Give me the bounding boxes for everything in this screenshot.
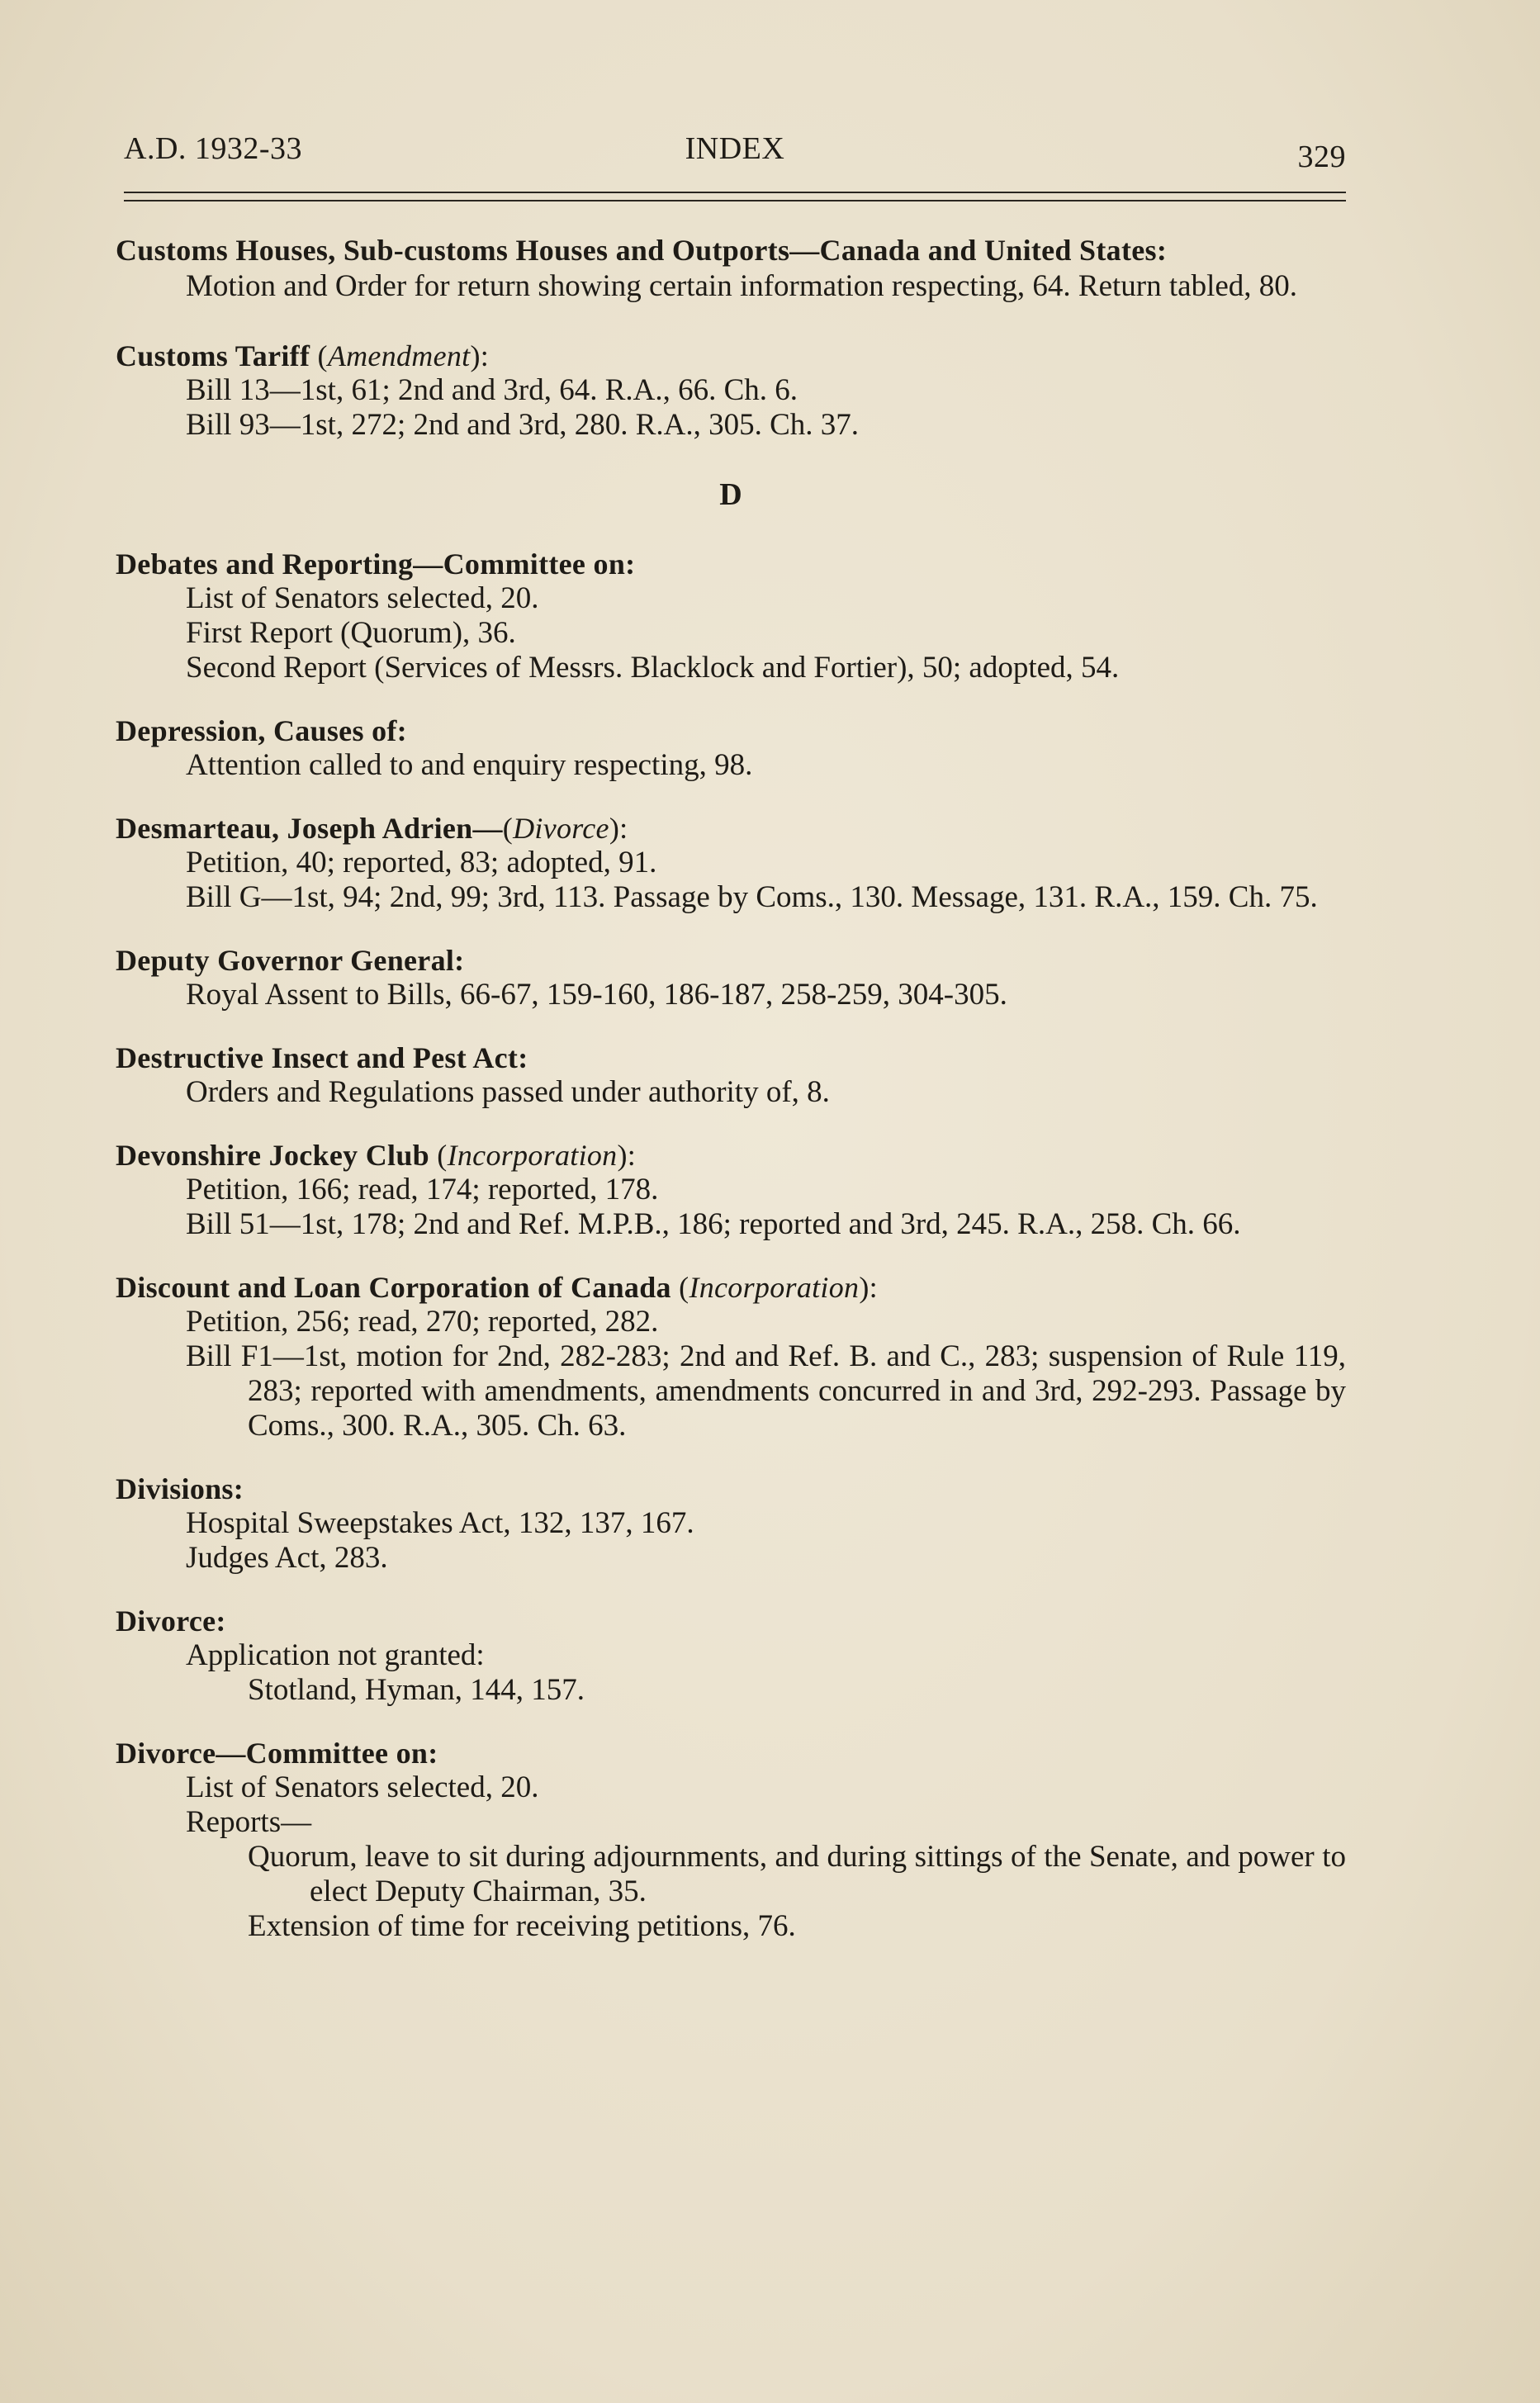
header-rule-bottom bbox=[124, 200, 1346, 201]
entry-line: List of Senators selected, 20. bbox=[186, 581, 539, 615]
entry-subline: Stotland, Hyman, 144, 157. bbox=[248, 1673, 585, 1707]
entry-line: Second Report (Services of Messrs. Blacklock and Fortier), 50; adopted, 54. bbox=[186, 651, 1120, 685]
section-letter: D bbox=[719, 477, 742, 512]
header-year: A.D. 1932-33 bbox=[124, 131, 303, 166]
entry-title: Destructive Insect and Pest Act: bbox=[116, 1041, 528, 1074]
entry-line: Petition, 166; read, 174; reported, 178. bbox=[186, 1173, 659, 1206]
entry-subline: Extension of time for receiving petitions, 76. bbox=[248, 1909, 796, 1943]
entry-line: Judges Act, 283. bbox=[186, 1541, 388, 1575]
entry-line: Bill G—1st, 94; 2nd, 99; 3rd, 113. Passage by Coms., 130. Message, 131. R.A., 159. Ch. 75. bbox=[186, 880, 1318, 914]
entry-title: Customs Houses, Sub-customs Houses and Outports—Canada and United States: bbox=[116, 234, 1168, 267]
index-entry bbox=[116, 233, 1346, 304]
entry-title: Customs Tariff (Amendment): bbox=[116, 339, 490, 372]
entry-title: Divorce—Committee on: bbox=[116, 1737, 438, 1770]
entry-line: Bill 93—1st, 272; 2nd and 3rd, 280. R.A., 305. Ch. 37. bbox=[186, 408, 860, 442]
entry-subline: Quorum, leave to sit during adjournments, and during sittings of the Senate, and power to elect Deputy Chairman, 35. bbox=[248, 1840, 1346, 1908]
entry-qualifier: Incorporation bbox=[447, 1139, 618, 1172]
entry-title: Devonshire Jockey Club (Incorporation): bbox=[116, 1139, 637, 1172]
entry-line: Petition, 256; read, 270; reported, 282. bbox=[186, 1305, 659, 1339]
index-entry bbox=[116, 1270, 1346, 1443]
index-entry bbox=[116, 547, 1346, 685]
header-rule-top bbox=[124, 192, 1346, 193]
entry-title: Discount and Loan Corporation of Canada (Incorporation): bbox=[116, 1271, 878, 1304]
entry-line: Application not granted: bbox=[186, 1638, 485, 1672]
index-entry bbox=[116, 1472, 1346, 1576]
entry-line: Petition, 40; reported, 83; adopted, 91. bbox=[186, 846, 657, 879]
page-header bbox=[124, 130, 1346, 172]
entry-line: Bill 13—1st, 61; 2nd and 3rd, 64. R.A., 66. Ch. 6. bbox=[186, 373, 798, 407]
entry-title: Desmarteau, Joseph Adrien—(Divorce): bbox=[116, 812, 628, 845]
entry-line: Bill 51—1st, 178; 2nd and Ref. M.P.B., 186; reported and 3rd, 245. R.A., 258. Ch. 66. bbox=[186, 1207, 1241, 1241]
entry-title: Divorce: bbox=[116, 1604, 226, 1638]
entry-line: First Report (Quorum), 36. bbox=[186, 616, 516, 650]
index-entry bbox=[116, 1604, 1346, 1708]
entry-line: Bill F1—1st, motion for 2nd, 282-283; 2nd and Ref. B. and C., 283; suspension of Rule 119, 283; reported with amendments, amendments concurred in and 3rd, 292-293. Passage by Coms., 300. R.A., 305. Ch. 63. bbox=[186, 1339, 1346, 1443]
entry-title: Depression, Causes of: bbox=[116, 714, 407, 747]
page-number: 329 bbox=[1297, 140, 1346, 174]
entry-line: Orders and Regulations passed under authority of, 8. bbox=[186, 1075, 830, 1109]
entry-line: List of Senators selected, 20. bbox=[186, 1770, 539, 1804]
entry-line: Royal Assent to Bills, 66-67, 159-160, 186-187, 258-259, 304-305. bbox=[186, 978, 1007, 1012]
index-entry bbox=[116, 811, 1346, 915]
entry-title: Deputy Governor General: bbox=[116, 944, 465, 977]
entry-qualifier: Amendment bbox=[327, 339, 471, 372]
entry-line: Reports— bbox=[186, 1805, 312, 1839]
entry-line: Motion and Order for return showing certain information respecting, 64. Return tabled, 80. bbox=[186, 269, 1298, 303]
entry-line: Hospital Sweepstakes Act, 132, 137, 167. bbox=[186, 1506, 694, 1540]
header-title: INDEX bbox=[685, 131, 785, 166]
entry-qualifier: Incorporation bbox=[689, 1271, 860, 1304]
index-entry bbox=[116, 1138, 1346, 1242]
index-entry bbox=[116, 1040, 1346, 1110]
index-entry bbox=[116, 339, 1346, 443]
index-entry bbox=[116, 943, 1346, 1012]
index-entry bbox=[116, 1736, 1346, 1944]
entry-line: Attention called to and enquiry respecting, 98. bbox=[186, 748, 753, 782]
entry-qualifier: Divorce bbox=[513, 812, 609, 845]
entry-title: Debates and Reporting—Committee on: bbox=[116, 547, 636, 581]
entry-title: Divisions: bbox=[116, 1472, 244, 1505]
index-content bbox=[116, 233, 1346, 1944]
index-entry bbox=[116, 713, 1346, 783]
